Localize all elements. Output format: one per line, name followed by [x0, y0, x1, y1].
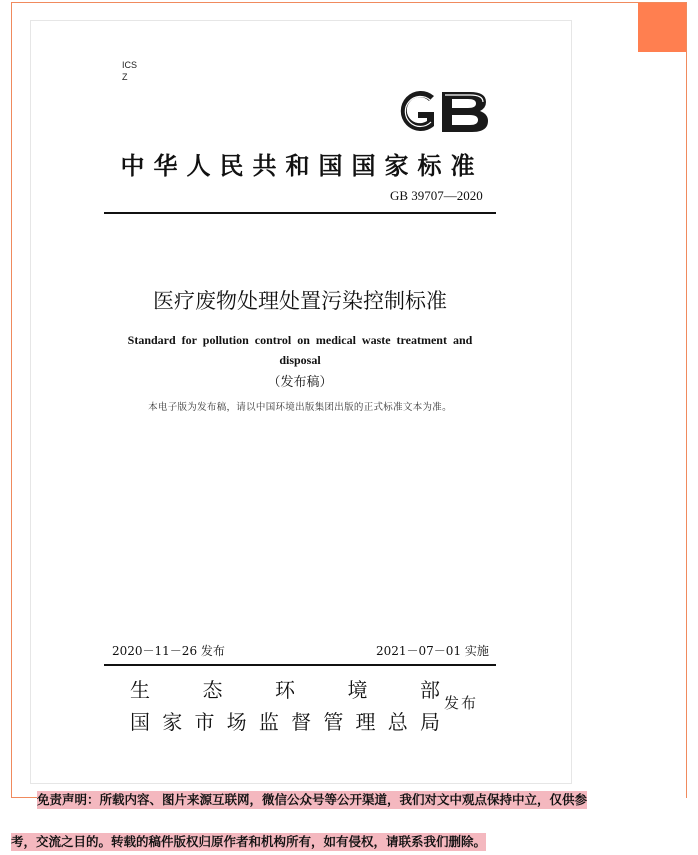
issuer-char: 局 — [419, 710, 440, 734]
standard-body-title: 中华人民共和国国家标准 — [120, 151, 484, 180]
gb-logo-icon — [390, 86, 490, 136]
issuer-char: 场 — [226, 710, 247, 734]
issuer-char: 总 — [387, 710, 408, 734]
publish-label: 发布 — [444, 694, 479, 712]
issuer-administration — [130, 706, 440, 735]
standard-number: GB 39707—2020 — [390, 188, 483, 203]
footer-rule — [104, 664, 496, 666]
implementation-date: 2021－07－01 实施 — [376, 644, 489, 658]
issuer-char: 部 — [420, 678, 440, 702]
issuer-char: 生 — [130, 678, 150, 702]
issuer-char: 市 — [194, 710, 215, 734]
issuer-char: 理 — [355, 710, 376, 734]
issuer-ministry — [130, 674, 440, 703]
issuer-char: 国 — [130, 710, 150, 734]
issuer-char: 督 — [291, 710, 312, 734]
issuer-char: 态 — [202, 678, 223, 702]
frame-bottom-line — [11, 797, 37, 798]
header-rule — [104, 212, 496, 214]
draft-label: （发布稿） — [267, 375, 333, 390]
document-title-en: Standard for pollution control on medical waste treatment and disposal — [127, 333, 473, 367]
ics-label: ICS — [122, 60, 138, 70]
ics-code — [122, 59, 137, 83]
issuer-char: 家 — [162, 710, 183, 734]
issuer-char: 环 — [275, 678, 295, 702]
edition-note: 本电子版为发布稿，请以中国环境出版集团出版的正式标准文本为准。 — [148, 402, 452, 413]
corner-block — [638, 3, 686, 52]
issuer-char: 管 — [323, 710, 344, 734]
issuer-char: 监 — [258, 710, 279, 734]
document-title-cn: 医疗废物处理处置污染控制标准 — [153, 289, 447, 313]
disclaimer-line-2: 考，交流之目的。转载的稿件版权归原作者和机构所有，如有侵权，请联系我们删除。 — [11, 834, 487, 849]
disclaimer-line-1: 免责声明：所载内容、图片来源互联网，微信公众号等公开渠道，我们对文中观点保持中立，仅供参 — [37, 792, 588, 807]
issue-date: 2020－11－26 发布 — [112, 644, 225, 658]
issuer-char: 境 — [347, 678, 368, 702]
ics-classification: Z — [122, 72, 128, 82]
